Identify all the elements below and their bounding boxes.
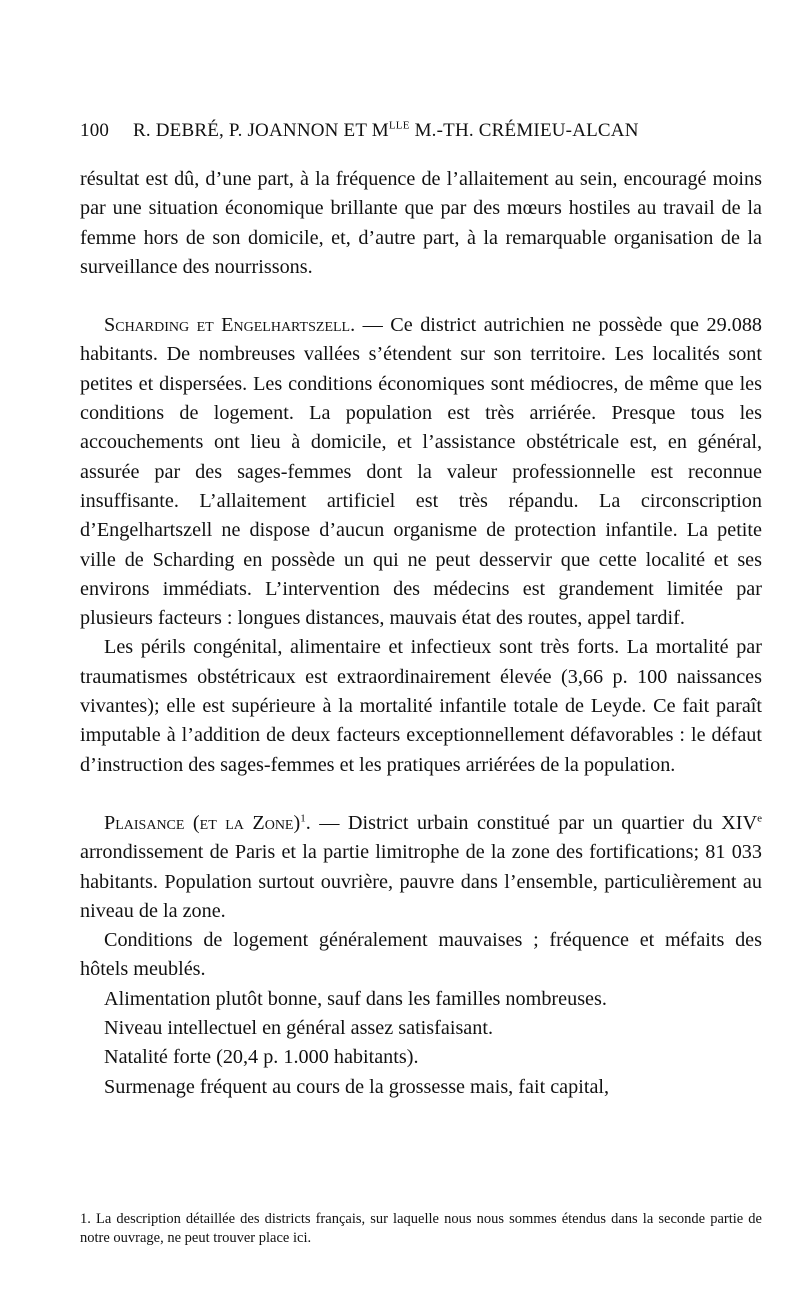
paragraph-logement: Conditions de logement généralement mauvaises ; fréquence et méfaits des hôtels meublés.: [80, 929, 762, 981]
section-heading-plaisance: Plaisance (et la Zone): [104, 811, 301, 834]
paragraph-scharding-text: — Ce district autrichien ne possède que 29.088 habitants. De nombreuses vallées s’étendent sur son territoire. Les localités sont petites et dispersées. Les conditions économiques sont médiocres, de même que les conditions de logement. La population est très arriérée. Presque tous les accouchements ont lieu à domicile, et l’assistance obstétricale est, en général, assurée par des sages-femmes dont la valeur professionnelle est reconnue insuffisante. L’allaitement artificiel est très répandu. La circonscription d’Engelhartszell ne dispose d’aucun organisme de protection infantile. La petite ville de Scharding en possède un qui ne peut desservir que cette localité et ses environs immédiats. L’intervention des médecins est grandement limitée par plusieurs facteurs : longues distances, mauvais état des routes, appel tardif.: [80, 314, 763, 630]
running-title-start: R. DEBRÉ, P. JOANNON ET M: [132, 120, 389, 141]
paragraph-scharding: [80, 311, 762, 633]
paragraph-surmenage: Surmenage fréquent au cours de la grossesse mais, fait capital,: [104, 1075, 610, 1098]
paragraph-perils: Les périls congénital, alimentaire et infectieux sont très forts. La mortalité par traumatismes obstétricaux est extraordinairement élevée (3,66 p. 100 naissances vivantes); elle est supérieure à la mortalité infantile totale de Leyde. Ce fait paraît imputable à l’addition de deux facteurs exceptionnellement défavorables : le défaut d’instruction des sages-femmes et les pratiques arriérées de la population.: [80, 636, 762, 776]
paragraph-plaisance-text2: arrondissement de Paris et la partie limitrophe de la zone des fortifications; 81 033 habitants. Population surtout ouvrière, pauvre dans l’ensemble, particulièrement au niveau de la zone.: [80, 841, 762, 922]
paragraph-continued: résultat est dû, d’une part, à la fréquence de l’allaitement au sein, encouragé moins par une situation économique brillante que par des mœurs hostiles au travail de la femme hors de son domicile, et, d’autre part, à la remarquable organisation de la surveillance des nourrissons.: [80, 168, 762, 278]
paragraph-niveau: Niveau intellectuel en général assez satisfaisant.: [104, 1017, 494, 1040]
paragraph-natalite: Natalité forte (20,4 p. 1.000 habitants).: [104, 1046, 419, 1069]
footnote-text: 1. La description détaillée des districts français, sur laquelle nous nous sommes étendus dans la seconde partie de notre ouvrage, ne peut trouver place ici.: [80, 1211, 762, 1246]
running-title-sup: LLE: [388, 119, 410, 132]
section-heading-scharding: Scharding et Engelhartszell.: [104, 314, 356, 337]
paragraph-alimentation: Alimentation plutôt bonne, sauf dans les familles nombreuses.: [104, 987, 607, 1010]
paragraph-plaisance-text: . — District urbain constitué par un quartier du XIV: [305, 811, 758, 834]
footnote-ref: 1: [300, 812, 306, 825]
body-text: [80, 165, 762, 1102]
section-gap: [80, 282, 762, 311]
paragraph-plaisance: [80, 809, 762, 926]
running-title: [133, 120, 639, 141]
section-gap: [80, 780, 762, 809]
footnote: [80, 1210, 762, 1248]
page-number: 100: [80, 120, 110, 141]
ordinal-sup: e: [757, 812, 763, 825]
running-title-end: M.-TH. CRÉMIEU-ALCAN: [409, 120, 639, 141]
running-header: [80, 120, 760, 142]
